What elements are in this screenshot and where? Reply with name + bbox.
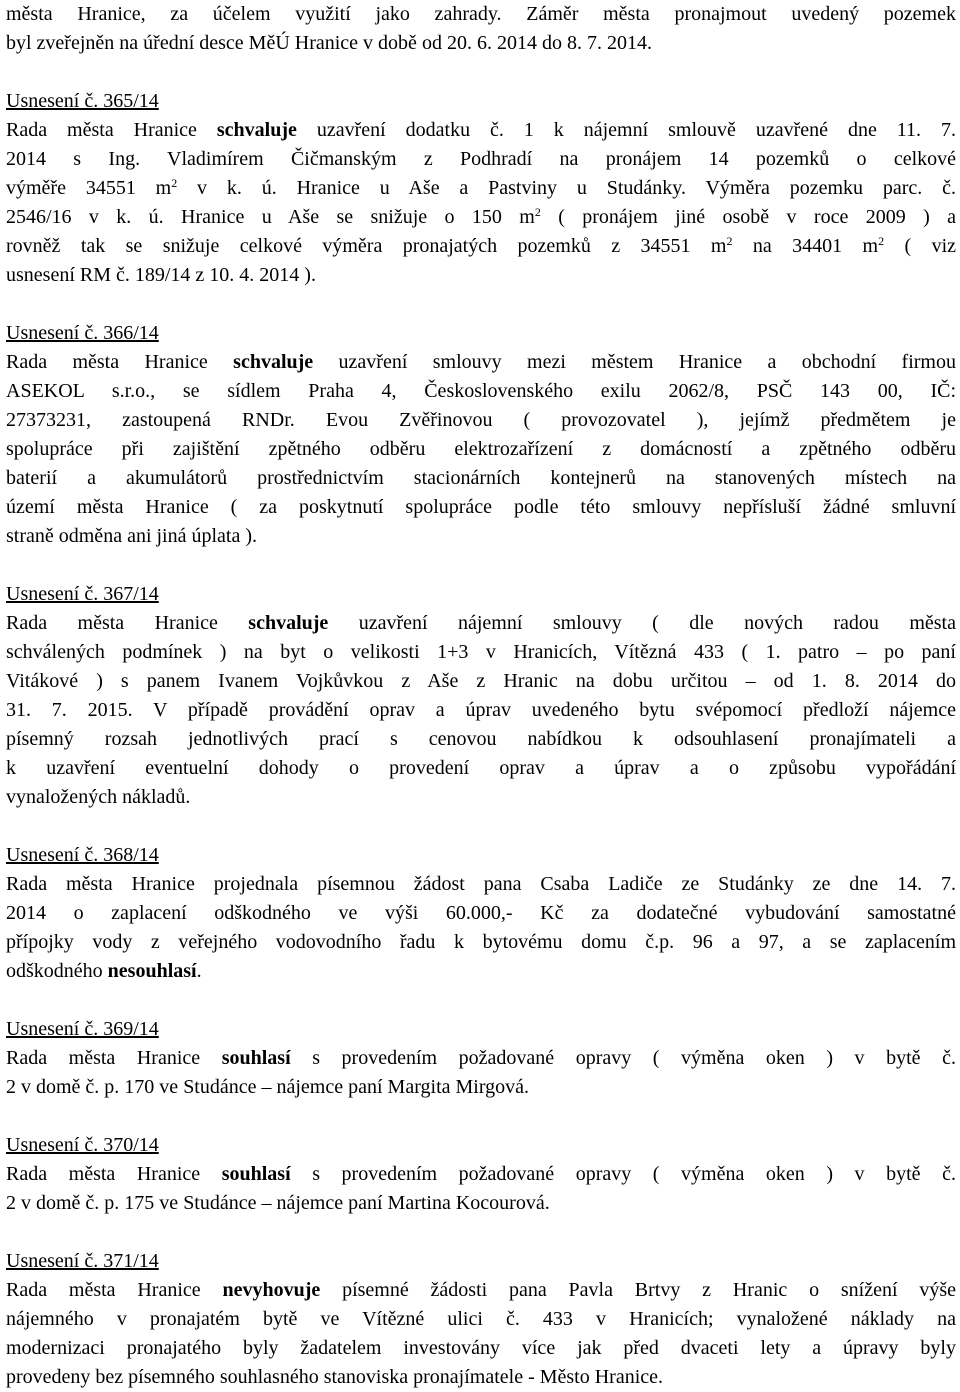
- resolution-365-line: 2014 s Ing. Vladimírem Čičmanským z Podhradí na pronájem 14 pozemků o celkové: [6, 148, 956, 170]
- resolution-366-line: ASEKOL s.r.o., se sídlem Praha 4, Československého exilu 2062/8, PSČ 143 00, IČ:: [6, 380, 956, 402]
- resolution-371-line: modernizaci pronajatého byly žadatelem investovány více jak před dvaceti lety a úpravy byly: [6, 1337, 956, 1359]
- resolution-367-line: 31. 7. 2015. V případě provádění oprav a úprav uvedeného bytu svépomocí předloží nájemce: [6, 699, 956, 721]
- resolution-370-line: Rada města Hranice souhlasí s provedením požadované opravy ( výměna oken ) v bytě č.: [6, 1163, 956, 1185]
- resolution-369-line: Rada města Hranice souhlasí s provedením požadované opravy ( výměna oken ) v bytě č.: [6, 1047, 956, 1069]
- intro-line: města Hranice, za účelem využití jako zahrady. Záměr města pronajmout uvedený pozemek: [6, 3, 956, 25]
- resolution-366-line: baterií a akumulátorů prostřednictvím stacionárních kontejnerů na stanovených místech na: [6, 467, 956, 489]
- document-page: [6, 0, 956, 1392]
- resolution-368-line: přípojky vody z veřejného vodovodního řadu k bytovému domu č.p. 96 a 97, a se zaplacením: [6, 931, 956, 953]
- resolution-368-heading: Usnesení č. 368/14: [6, 844, 159, 866]
- resolution-370-heading: Usnesení č. 370/14: [6, 1134, 159, 1156]
- resolution-368-line: odškodného nesouhlasí.: [6, 960, 202, 982]
- resolution-367-line: vynaložených nákladů.: [6, 786, 191, 808]
- resolution-365-heading: Usnesení č. 365/14: [6, 90, 159, 112]
- resolution-367-line: Vitákové ) s panem Ivanem Vojkůvkou z Aše z Hranic na dobu určitou – od 1. 8. 2014 do: [6, 670, 956, 692]
- resolution-366-line: 27373231, zastoupená RNDr. Evou Zvěřinovou ( provozovatel ), jejímž předmětem je: [6, 409, 956, 431]
- resolution-365-line: výměře 34551 $m^2$ v k. ú. Hranice u Aše a Pastviny u Studánky. Výměra pozemku parc. č.: [6, 176, 956, 199]
- resolution-366-line: straně odměna ani jiná úplata ).: [6, 525, 258, 547]
- resolution-365-line: usnesení RM č. 189/14 z 10. 4. 2014 ).: [6, 264, 316, 286]
- intro-line: byl zveřejněn na úřední desce MěÚ Hranice v době od 20. 6. 2014 do 8. 7. 2014.: [6, 32, 652, 54]
- resolution-366-heading: Usnesení č. 366/14: [6, 322, 159, 344]
- resolution-371-heading: Usnesení č. 371/14: [6, 1250, 159, 1272]
- resolution-371-line: nájemného v pronajatém bytě ve Vítězné ulici č. 433 v Hranicích; vynaložené náklady na: [6, 1308, 956, 1330]
- resolution-367-line: písemný rozsah jednotlivých prací s cenovou nabídkou k odsouhlasení pronajímateli a: [6, 728, 956, 750]
- resolution-368-line: Rada města Hranice projednala písemnou žádost pana Csaba Ladiče ze Studánky ze dne 14. 7.: [6, 873, 956, 895]
- resolution-367-line: k uzavření eventuelní dohody o provedení oprav a úprav a o způsobu vypořádání: [6, 757, 956, 779]
- resolution-368-line: 2014 o zaplacení odškodného ve výši 60.000,- Kč za dodatečné vybudování samostatné: [6, 902, 956, 924]
- resolution-365-line: rovněž tak se snižuje celkové výměra pronajatých pozemků z 34551 $m^2$ na 34401 $m^2$ ( viz: [6, 234, 956, 257]
- resolution-366-line: Rada města Hranice schvaluje uzavření smlouvy mezi městem Hranice a obchodní firmou: [6, 351, 956, 373]
- resolution-367-line: schválených podmínek ) na byt o velikosti 1+3 v Hranicích, Vítězná 433 ( 1. patro – po paní: [6, 641, 956, 663]
- resolution-369-heading: Usnesení č. 369/14: [6, 1018, 159, 1040]
- resolution-366-line: spolupráce při zajištění zpětného odběru elektrozařízení z domácností a zpětného odběru: [6, 438, 956, 460]
- resolution-365-line: Rada města Hranice schvaluje uzavření dodatku č. 1 k nájemní smlouvě uzavřené dne 11. 7.: [6, 119, 956, 141]
- resolution-371-line: Rada města Hranice nevyhovuje písemné žádosti pana Pavla Brtvy z Hranic o snížení výše: [6, 1279, 956, 1301]
- resolution-369-line: 2 v domě č. p. 170 ve Studánce – nájemce paní Margita Mirgová.: [6, 1076, 530, 1098]
- resolution-367-heading: Usnesení č. 367/14: [6, 583, 159, 605]
- resolution-367-line: Rada města Hranice schvaluje uzavření nájemní smlouvy ( dle nových radou města: [6, 612, 956, 634]
- resolution-365-line: 2546/16 v k. ú. Hranice u Aše se snižuje o 150 $m^2$ ( pronájem jiné osobě v roce 2009 ) a: [6, 205, 956, 228]
- resolution-370-line: 2 v domě č. p. 175 ve Studánce – nájemce paní Martina Kocourová.: [6, 1192, 550, 1214]
- resolution-366-line: území města Hranice ( za poskytnutí spolupráce podle této smlouvy nepřísluší žádné smluvní: [6, 496, 956, 518]
- resolution-371-line: provedeny bez písemného souhlasného stanoviska pronajímatele - Město Hranice.: [6, 1366, 664, 1388]
